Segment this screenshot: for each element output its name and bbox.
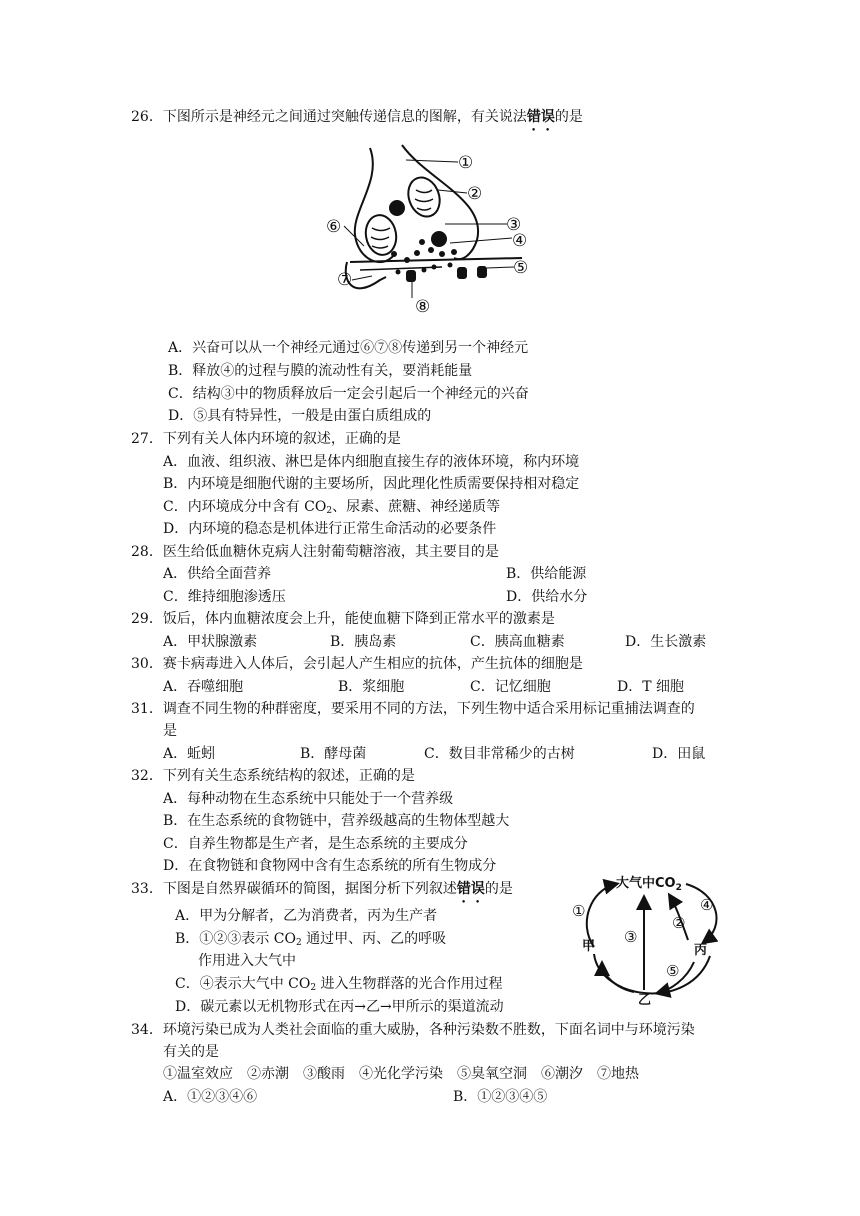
- q33-stem: 33．下图是自然界碳循环的简图，据图分析下列叙述错误的是: [131, 881, 513, 897]
- carbon-n2: ②: [672, 914, 686, 932]
- q32-option-b: B．在生态系统的食物链中，营养级越高的生物体型越大: [163, 813, 510, 829]
- q32-option-c: C．自养生物都是生产者，是生态系统的主要成分: [163, 836, 468, 852]
- q34-stem: 34．环境污染已成为人类社会面临的重大威胁，各种污染数不胜数，下面名词中与环境污染: [131, 1022, 695, 1038]
- label-5: ⑤: [513, 258, 529, 278]
- q34-items: ①温室效应 ②赤潮 ③酸雨 ④光化学污染 ⑤臭氧空洞 ⑥潮汐 ⑦地热: [163, 1066, 639, 1082]
- q29-option-d: D．生长激素: [625, 634, 707, 650]
- q28-stem: 28．医生给低血糖休克病人注射葡萄糖溶液，其主要目的是: [131, 544, 499, 560]
- q27-option-c: C．内环境成分中含有 $CO_2$、尿素、蔗糖、神经递质等: [163, 499, 501, 516]
- q34-option-a: A．①②③④⑥: [163, 1089, 258, 1105]
- label-2: ②: [467, 184, 483, 204]
- q28-option-a: A．供给全面营养: [163, 566, 272, 582]
- q29-option-a: A．甲状腺激素: [163, 634, 258, 650]
- q33-option-b: B．①②③表示 $CO_2$ 通过甲、丙、乙的呼吸: [175, 931, 447, 948]
- label-3: ③: [506, 215, 522, 235]
- label-7: ⑦: [337, 270, 353, 290]
- q29-option-b: B．胰岛素: [330, 634, 397, 650]
- label-6: ⑥: [326, 217, 342, 237]
- q30-stem: 30．赛卡病毒进入人体后，会引起人产生相应的抗体，产生抗体的细胞是: [131, 656, 583, 672]
- q32-option-d: D．在食物链和食物网中含有生态系统的所有生物成分: [163, 858, 497, 874]
- carbon-n3: ③: [624, 928, 638, 946]
- q31-option-d: D．田鼠: [652, 746, 706, 762]
- carbon-n1: ①: [572, 902, 586, 920]
- q34-option-b: B．①②③④⑤: [453, 1089, 548, 1105]
- carbon-n4: ④: [700, 896, 714, 914]
- label-1: ①: [458, 153, 474, 173]
- carbon-bing-label: 丙: [694, 943, 708, 958]
- q31-option-b: B．酵母菌: [300, 746, 367, 762]
- q28-option-c: C．维持细胞渗透压: [163, 589, 286, 605]
- q26-option-a: A．兴奋可以从一个神经元通过⑥⑦⑧传递到另一个神经元: [168, 340, 529, 356]
- q33-option-d: D．碳元素以无机物形式在丙→乙→甲所示的渠道流动: [175, 999, 504, 1015]
- q31-option-c: C．数目非常稀少的古树: [424, 746, 575, 762]
- label-8: ⑧: [415, 297, 431, 317]
- q27-option-d: D．内环境的稳态是机体进行正常生命活动的必要条件: [163, 521, 497, 537]
- q30-option-b: B．浆细胞: [338, 679, 405, 695]
- q27-option-b: B．内环境是细胞代谢的主要场所，因此理化性质需要保持相对稳定: [163, 476, 580, 492]
- q30-option-d: D．T 细胞: [617, 679, 685, 695]
- q33-option-b-cont: 作用进入大气中: [198, 953, 296, 969]
- q27-stem: 27．下列有关人体内环境的叙述，正确的是: [131, 431, 401, 447]
- q26-option-c: C．结构③中的物质释放后一定会引起后一个神经元的兴奋: [168, 386, 529, 402]
- synapse-diagram: [322, 140, 540, 320]
- q26-option-d: D．⑤具有特异性，一般是由蛋白质组成的: [168, 408, 432, 424]
- q31-option-a: A．蚯蚓: [163, 746, 216, 762]
- q30-option-a: A．吞噬细胞: [163, 679, 244, 695]
- q30-option-c: C．记忆细胞: [470, 679, 551, 695]
- carbon-n5: ⑤: [666, 962, 680, 980]
- carbon-atmosphere-label: 大气中$CO_2$: [616, 876, 682, 893]
- q32-stem: 32．下列有关生态系统结构的叙述，正确的是: [131, 768, 415, 784]
- q29-option-c: C．胰高血糖素: [470, 634, 565, 650]
- label-4: ④: [512, 231, 528, 251]
- q34-stem-cont: 有关的是: [163, 1044, 219, 1060]
- carbon-cycle-diagram: [570, 872, 730, 1022]
- q33-option-c: C．④表示大气中 $CO_2$ 进入生物群落的光合作用过程: [175, 976, 503, 993]
- q32-option-a: A．每种动物在生态系统中只能处于一个营养级: [163, 791, 454, 807]
- q31-stem: 31．调查不同生物的种群密度，要采用不同的方法，下列生物中适合采用标记重捕法调查的: [131, 701, 695, 717]
- q28-option-b: B．供给能源: [506, 566, 587, 582]
- q29-stem: 29．饭后，体内血糖浓度会上升，能使血糖下降到正常水平的激素是: [131, 611, 555, 627]
- q27-option-a: A．血液、组织液、淋巴是体内细胞直接生存的液体环境，称内环境: [163, 454, 580, 470]
- carbon-jia-label: 甲: [582, 939, 596, 954]
- q28-option-d: D．供给水分: [506, 589, 588, 605]
- q31-stem-cont: 是: [163, 723, 177, 739]
- carbon-yi-label: 乙: [638, 993, 652, 1008]
- q26-stem: 26．下图所示是神经元之间通过突触传递信息的图解，有关说法错误的是: [131, 109, 583, 125]
- q33-option-a: A．甲为分解者，乙为消费者，丙为生产者: [175, 908, 438, 924]
- q26-option-b: B．释放④的过程与膜的流动性有关，要消耗能量: [168, 363, 473, 379]
